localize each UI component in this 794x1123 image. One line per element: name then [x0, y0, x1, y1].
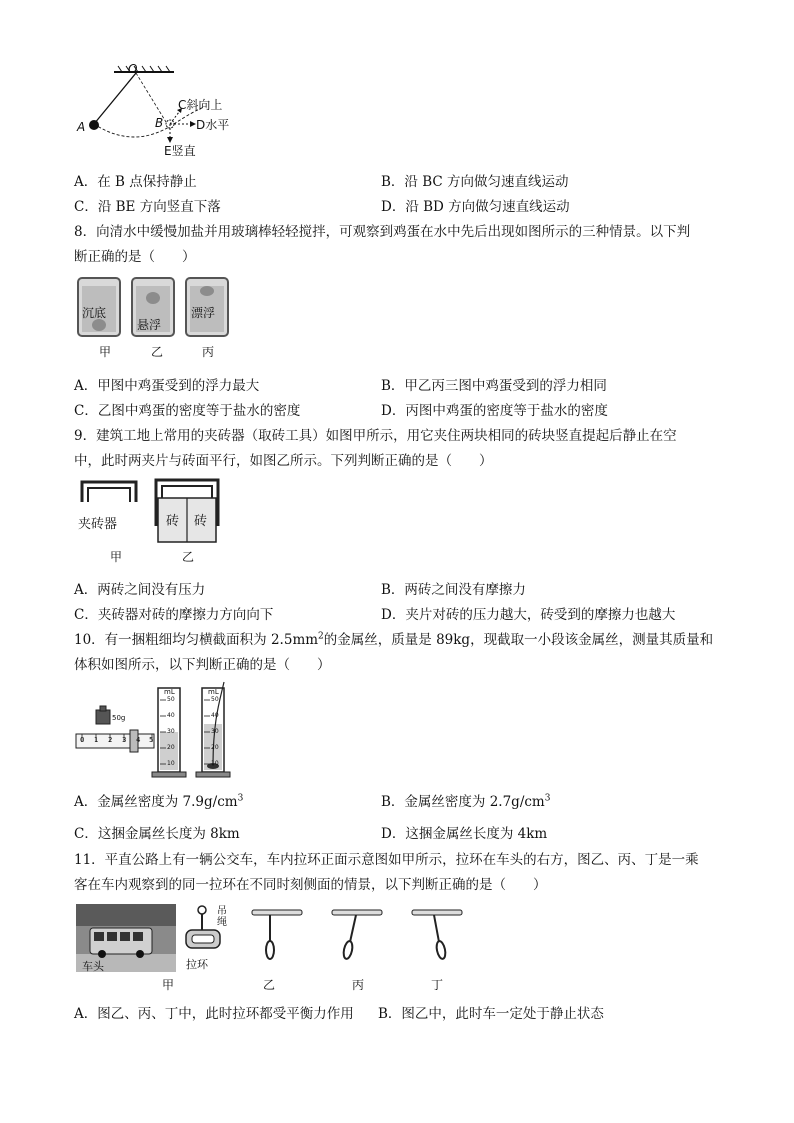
- q10-cyl1-tick-50: 50: [167, 696, 175, 703]
- q10-cyl2-unit: mL: [208, 688, 219, 696]
- q7-label-c: C斜向上: [178, 98, 223, 112]
- q10-cyl1-tick-20: 20: [167, 744, 175, 751]
- q9-stem-line2: 中，此时两夹片与砖面平行，如图乙所示。下列判断正确的是（ ）: [74, 453, 493, 469]
- q7-label-a: A: [77, 120, 86, 134]
- q7-label-o: O: [128, 62, 138, 76]
- q10-ruler-tick-3: 3: [122, 736, 127, 744]
- q8-caption-1: 甲: [99, 345, 112, 359]
- q11-caption-4: 丁: [431, 978, 444, 992]
- q8-stem-line1: 8．向清水中缓慢加盐并用玻璃棒轻轻搅拌，可观察到鸡蛋在水中先后出现如图所示的三种情景。以下判: [74, 224, 691, 240]
- q8-beaker-label-2: 悬浮: [137, 318, 162, 332]
- q11-option-a[interactable]: A．图乙、丙、丁中，此时拉环都受平衡力作用: [74, 1006, 354, 1022]
- q8-stem-line2: 断正确的是（ ）: [74, 249, 196, 265]
- q10-cyl2-tick-30: 30: [211, 728, 219, 735]
- q10-cyl1-unit: mL: [164, 688, 175, 696]
- q8-caption-2: 乙: [151, 345, 164, 359]
- q10-cyl1-tick-10: 10: [167, 760, 175, 767]
- q7-option-d[interactable]: D．沿 BD 方向做匀速直线运动: [381, 199, 570, 215]
- q10-weight-label: 50g: [112, 714, 126, 722]
- q8-option-c[interactable]: C．乙图中鸡蛋的密度等于盐水的密度: [74, 403, 301, 419]
- q7-option-c[interactable]: C．沿 BE 方向竖直下落: [74, 199, 221, 215]
- q10-ruler-tick-2: 2: [108, 736, 113, 744]
- q7-option-a[interactable]: A．在 B 点保持静止: [74, 174, 197, 190]
- q8-beaker-label-1: 沉底: [82, 306, 107, 320]
- q10-cyl2-tick-20: 20: [211, 744, 219, 751]
- q8-option-b[interactable]: B．甲乙丙三图中鸡蛋受到的浮力相同: [381, 378, 607, 394]
- q10-cyl2-tick-10: 10: [211, 760, 219, 767]
- q10-option-b[interactable]: B．金属丝密度为 $2.7g/cm^3$: [381, 793, 551, 810]
- q9-caption-1: 甲: [110, 550, 123, 564]
- q9-brick-label-2: 砖: [194, 514, 208, 529]
- q11-caption-1: 甲: [162, 978, 175, 992]
- q11-rope-label: 吊绳: [217, 906, 227, 928]
- q9-option-b[interactable]: B．两砖之间没有摩擦力: [381, 582, 526, 598]
- q7-label-d: D水平: [196, 118, 230, 132]
- q10-cyl2-tick-50: 50: [211, 696, 219, 703]
- q10-ruler-tick-4: 4: [136, 736, 141, 744]
- q10-option-d[interactable]: D．这捆金属丝长度为 4km: [381, 826, 548, 842]
- q11-caption-3: 丙: [352, 978, 365, 992]
- q8-option-a[interactable]: A．甲图中鸡蛋受到的浮力最大: [74, 378, 260, 394]
- q9-option-a[interactable]: A．两砖之间没有压力: [74, 582, 206, 598]
- q10-stem-line2: 体积如图所示，以下判断正确的是（ ）: [74, 657, 331, 673]
- q8-beaker-label-3: 漂浮: [191, 306, 216, 320]
- q9-option-d[interactable]: D．夹片对砖的压力越大，砖受到的摩擦力也越大: [381, 607, 676, 623]
- q7-label-e: E竖直: [164, 144, 196, 158]
- q11-ring-label: 拉环: [186, 958, 208, 971]
- q11-stem-line1: 11．平直公路上有一辆公交车，车内拉环正面示意图如甲所示，拉环在车头的右方，图乙、丙、丁是一乘: [74, 852, 699, 868]
- q11-bus-head-label: 车头: [82, 960, 104, 973]
- q10-option-c[interactable]: C．这捆金属丝长度为 8km: [74, 826, 240, 842]
- q8-caption-3: 丙: [202, 345, 215, 359]
- q10-ruler-tick-0: 0: [80, 736, 85, 744]
- q11-handle-side-figures: [248, 904, 468, 970]
- q10-stem-line1: 10．有一捆粗细均匀横截面积为 $2.5mm^2$的金属丝，质量是 89kg，现截取一小段该金属丝，测量其质量和: [74, 631, 714, 648]
- q9-brick-label-1: 砖: [166, 514, 180, 529]
- q10-ruler-tick-5: 5: [149, 736, 154, 744]
- q10-cyl1-tick-40: 40: [167, 712, 175, 719]
- q11-stem-line2: 客在车内观察到的同一拉环在不同时刻侧面的情景，以下判断正确的是（ ）: [74, 877, 547, 893]
- q8-option-d[interactable]: D．丙图中鸡蛋的密度等于盐水的密度: [381, 403, 608, 419]
- q9-option-c[interactable]: C．夹砖器对砖的摩擦力方向向下: [74, 607, 274, 623]
- q7-option-b[interactable]: B．沿 BC 方向做匀速直线运动: [381, 174, 569, 190]
- q10-ruler-tick-1: 1: [94, 736, 99, 744]
- q11-option-b[interactable]: B．图乙中，此时车一定处于静止状态: [378, 1006, 604, 1022]
- q10-cyl2-tick-40: 40: [211, 712, 219, 719]
- q10-option-a[interactable]: A．金属丝密度为 $7.9g/cm^3$: [74, 793, 244, 810]
- q9-caption-2: 乙: [182, 550, 195, 564]
- q10-cyl1-tick-30: 30: [167, 728, 175, 735]
- q9-clamp-label: 夹砖器: [78, 517, 118, 532]
- q11-caption-2: 乙: [263, 978, 276, 992]
- q7-label-b: B: [155, 116, 164, 130]
- q9-stem-line1: 9．建筑工地上常用的夹砖器（取砖工具）如图甲所示，用它夹住两块相同的砖块竖直提起后静止在空: [74, 428, 677, 444]
